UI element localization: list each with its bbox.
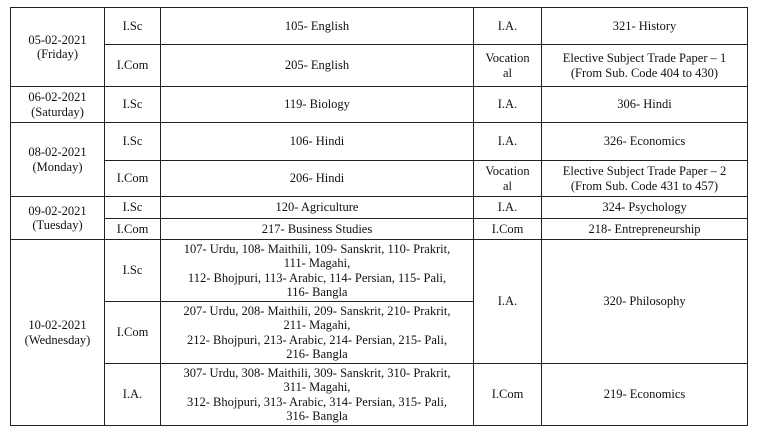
subject-cell: Elective Subject Trade Paper – 1 (From Sub. Code 404 to 430) xyxy=(542,45,748,87)
stream-cell: I.Com xyxy=(105,302,161,364)
table-row xyxy=(11,219,748,240)
table-row xyxy=(11,45,748,87)
stream-cell: I.A. xyxy=(474,87,542,123)
stream-cell: I.A. xyxy=(474,240,542,364)
table-row xyxy=(11,123,748,161)
exam-date: 06-02-2021 (Saturday) xyxy=(11,87,105,123)
stream-cell: I.Com xyxy=(105,45,161,87)
stream-cell: I.Sc xyxy=(105,123,161,161)
stream-cell: I.Sc xyxy=(105,8,161,45)
exam-date: 05-02-2021 (Friday) xyxy=(11,8,105,87)
table-row xyxy=(11,197,748,219)
exam-schedule-table xyxy=(10,7,748,426)
table-row xyxy=(11,364,748,426)
stream-cell: Vocation al xyxy=(474,45,542,87)
subject-cell: 218- Entrepreneurship xyxy=(542,219,748,240)
stream-cell: I.Com xyxy=(105,219,161,240)
stream-cell: I.Sc xyxy=(105,197,161,219)
stream-cell: I.Com xyxy=(474,219,542,240)
stream-cell: I.A. xyxy=(474,197,542,219)
subject-cell: 217- Business Studies xyxy=(161,219,474,240)
subject-cell: 205- English xyxy=(161,45,474,87)
stream-cell: I.Com xyxy=(105,161,161,197)
stream-cell: I.Sc xyxy=(105,240,161,302)
subject-cell: 107- Urdu, 108- Maithili, 109- Sanskrit, 110- Prakrit, 111- Magahi, 112- Bhojpuri, 113- Arabic, 114- Persian, 115- Pali, 116- Bangla xyxy=(161,240,474,302)
stream-cell: I.A. xyxy=(474,123,542,161)
stream-cell: I.A. xyxy=(105,364,161,426)
stream-cell: I.A. xyxy=(474,8,542,45)
subject-cell: 119- Biology xyxy=(161,87,474,123)
exam-date: 10-02-2021 (Wednesday) xyxy=(11,240,105,426)
exam-date: 08-02-2021 (Monday) xyxy=(11,123,105,197)
subject-cell: 105- English xyxy=(161,8,474,45)
subject-cell: 120- Agriculture xyxy=(161,197,474,219)
table-row xyxy=(11,240,748,302)
table-row xyxy=(11,161,748,197)
subject-cell: 321- History xyxy=(542,8,748,45)
exam-date: 09-02-2021 (Tuesday) xyxy=(11,197,105,240)
stream-cell: Vocation al xyxy=(474,161,542,197)
subject-cell: Elective Subject Trade Paper – 2 (From Sub. Code 431 to 457) xyxy=(542,161,748,197)
subject-cell: 207- Urdu, 208- Maithili, 209- Sanskrit, 210- Prakrit, 211- Magahi, 212- Bhojpuri, 213- Arabic, 214- Persian, 215- Pali, 216- Bangla xyxy=(161,302,474,364)
stream-cell: I.Com xyxy=(474,364,542,426)
subject-cell: 320- Philosophy xyxy=(542,240,748,364)
subject-cell: 206- Hindi xyxy=(161,161,474,197)
table-row xyxy=(11,87,748,123)
subject-cell: 326- Economics xyxy=(542,123,748,161)
table-row xyxy=(11,8,748,45)
subject-cell: 307- Urdu, 308- Maithili, 309- Sanskrit, 310- Prakrit, 311- Magahi, 312- Bhojpuri, 313- Arabic, 314- Persian, 315- Pali, 316- Bangla xyxy=(161,364,474,426)
subject-cell: 106- Hindi xyxy=(161,123,474,161)
stream-cell: I.Sc xyxy=(105,87,161,123)
subject-cell: 219- Economics xyxy=(542,364,748,426)
subject-cell: 324- Psychology xyxy=(542,197,748,219)
subject-cell: 306- Hindi xyxy=(542,87,748,123)
